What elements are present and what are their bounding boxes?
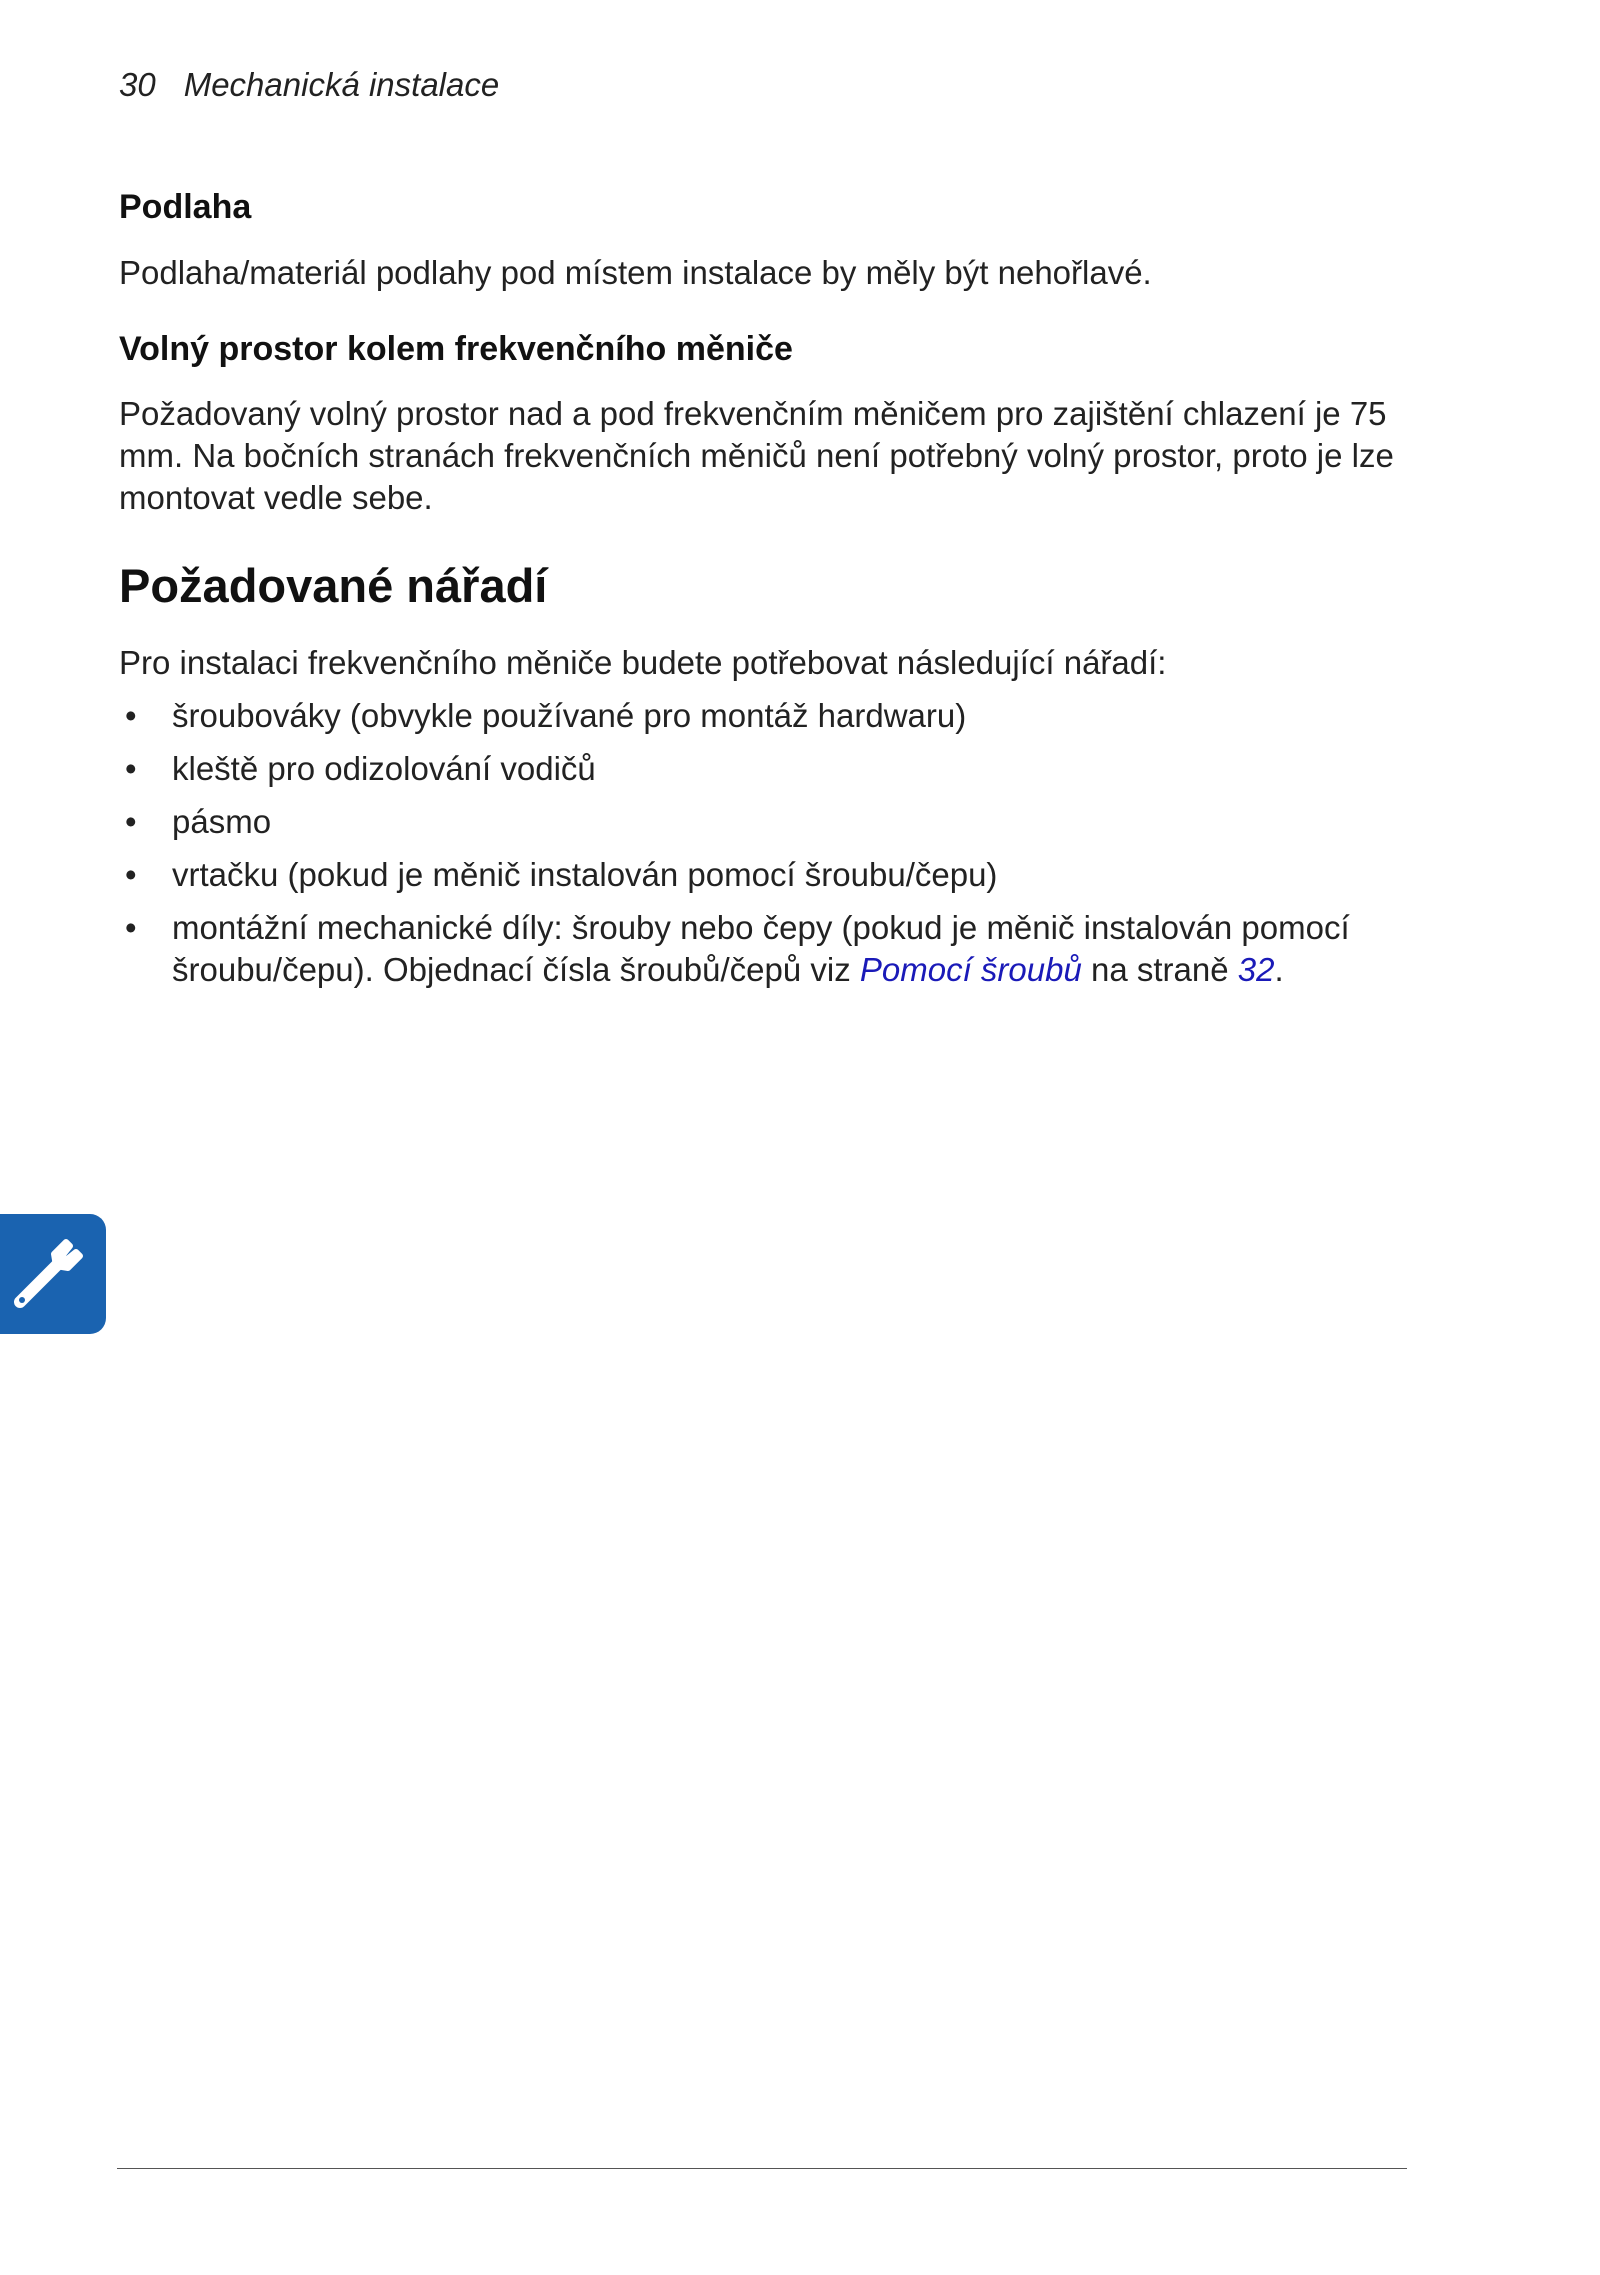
page-number: 30 <box>119 66 156 103</box>
clearance-heading: Volný prostor kolem frekvenčního měniče <box>119 330 793 368</box>
tools-list <box>119 695 1419 1002</box>
tools-intro: Pro instalaci frekvenčního měniče budete potřebovat následující nářadí: <box>119 644 1167 681</box>
bullet: • <box>125 697 137 734</box>
list-item <box>119 748 1419 790</box>
list-item-text: . <box>1274 951 1284 988</box>
bullet: • <box>125 909 137 946</box>
list-item <box>119 695 1419 737</box>
list-item-text: pásmo <box>172 803 272 840</box>
list-item-text: montážní mechanické díly: šrouby nebo čepy (pokud je měnič instalován pomocí šroubu/čepu). Objednací čísla šroubů/čepů viz <box>172 909 1350 988</box>
tools-heading: Požadované nářadí <box>119 559 548 612</box>
cross-reference-link[interactable]: Pomocí šroubů <box>859 951 1082 988</box>
wrench-icon <box>10 1232 94 1316</box>
footer-divider <box>117 2168 1407 2169</box>
floor-heading: Podlaha <box>119 188 252 226</box>
list-item-text: šroubováky (obvykle používané pro montáž hardwaru) <box>172 697 967 734</box>
list-item-text: na straně <box>1081 951 1238 988</box>
floor-text: Podlaha/materiál podlahy pod místem instalace by měly být nehořlavé. <box>119 254 1152 291</box>
bullet: • <box>125 750 137 787</box>
clearance-text: Požadovaný volný prostor nad a pod frekvenčním měničem pro zajištění chlazení je 75 mm. Na bočních stranách frekvenčních měničů není potřebný volný prostor, proto je lze montovat vedle sebe. <box>119 395 1394 516</box>
side-tab <box>0 1214 106 1334</box>
list-item <box>119 907 1419 991</box>
bullet: • <box>125 856 137 893</box>
bullet: • <box>125 803 137 840</box>
list-item-text: vrtačku (pokud je měnič instalován pomocí šroubu/čepu) <box>172 856 998 893</box>
list-item <box>119 854 1419 896</box>
list-item <box>119 801 1419 843</box>
list-item-text: kleště pro odizolování vodičů <box>172 750 596 787</box>
chapter-title: Mechanická instalace <box>183 66 500 103</box>
page-reference-link[interactable]: 32 <box>1237 951 1275 988</box>
page-header <box>119 66 499 104</box>
